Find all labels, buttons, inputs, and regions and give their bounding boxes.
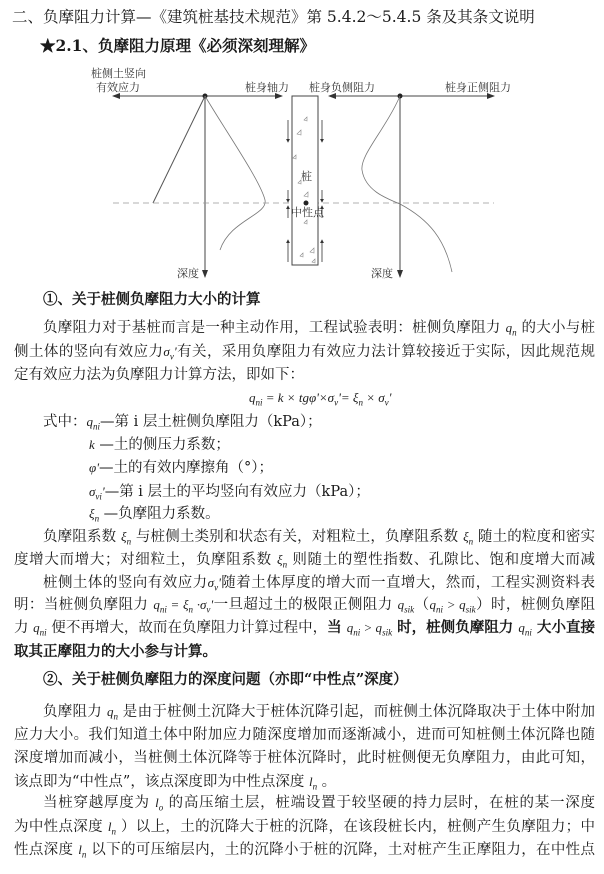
math-base: q: [346, 620, 354, 635]
text-run: 便不再增大，故而在负摩阻力计算过程中，: [46, 620, 328, 636]
math-base: l: [308, 774, 313, 789]
math-symbol: [163, 344, 177, 362]
text-line: [43, 572, 595, 594]
text-run: 力: [14, 620, 34, 636]
subsection-heading: ★2.1、负摩阻力原理《必须深刻理解》: [40, 36, 315, 55]
side-friction-curve: [362, 96, 452, 272]
text-run: 侧土体的竖向有效应力: [14, 344, 164, 360]
math-symbol: [463, 529, 474, 547]
text-run: 与桩侧土类别和状态有关，对粗粒土，负摩阻系数: [131, 529, 464, 545]
text-line: [43, 526, 595, 548]
math-subscript: v: [169, 351, 174, 362]
text-run: 应力大小。我们知道土体中附加应力随深度增加而逐渐减小，进而可知桩侧土体沉降也随: [14, 727, 595, 743]
text-run: —土的侧压力系数；: [94, 437, 230, 453]
text-line: [89, 503, 220, 525]
label-soil-stress-2: 有效应力: [96, 81, 140, 94]
text-run: 度增大而增大；对细粒土，负摩阻系数: [14, 552, 278, 568]
math-subscript: ni: [436, 604, 444, 615]
text-line: [43, 792, 595, 814]
text-run: 负摩阻力对于基桩而言是一种主动作用，工程试验表明：桩侧负摩阻力: [43, 320, 506, 336]
math-base: q: [33, 620, 40, 635]
math-subscript: n: [358, 397, 363, 408]
math-base: q: [429, 597, 437, 612]
math-base: q: [86, 414, 93, 429]
text-run: —负摩阻力系数。: [99, 506, 220, 522]
left-axes: [113, 94, 282, 278]
math-symbol: [263, 390, 335, 405]
math-base: l: [155, 795, 159, 810]
text-line: [14, 839, 595, 861]
label-negative-friction: 桩身负侧阻力: [309, 81, 375, 94]
label-soil-stress-1: 桩侧土竖向: [91, 67, 146, 80]
text-run: 随着土体厚度的增大而一直增大，然而，工程实测资料表: [220, 575, 595, 591]
text-run: 大小直接: [531, 619, 595, 636]
math-subscript: n: [468, 536, 474, 547]
text-line: [43, 317, 595, 339]
math-symbol: [346, 620, 361, 638]
math-base: ξ: [463, 529, 469, 544]
label-pile: 桩: [301, 170, 312, 183]
text-run: 的高压缩土层，桩端设置于较坚硬的持力层时，在桩的某一深度: [168, 795, 595, 811]
text-line: [43, 411, 322, 433]
label-neutral-point: 中性点: [291, 206, 324, 219]
math-subscript: n: [94, 513, 100, 524]
math-base: × σ: [362, 390, 385, 405]
math-symbol: [389, 390, 392, 405]
text-run: 。: [317, 774, 337, 790]
text-line: [14, 594, 595, 616]
text-run: 定有效应力法为负摩阻力计算方法，即如下：: [14, 367, 304, 383]
text-run: 是由于桩侧土沉降大于桩体沉降引起，而桩侧土体沉降取决于土体中附加: [117, 704, 595, 720]
math-subscript: n: [81, 849, 87, 860]
math-base: q: [505, 320, 513, 335]
math-symbol: [107, 819, 117, 837]
text-run: 取其正摩阻力的大小参与计算。: [14, 643, 217, 660]
text-line: [14, 816, 595, 838]
math-base: = k × tgφ'×σ: [262, 390, 335, 405]
math-base: l: [107, 819, 112, 834]
negative-friction-diagram: [0, 60, 604, 285]
math-subscript: n: [126, 536, 132, 547]
math-symbol: [86, 414, 101, 432]
text-run: —第 i 层土的平均竖向有效应力（kPa）；: [104, 484, 370, 500]
math-subscript: o: [158, 802, 164, 813]
math-symbol: [429, 597, 444, 615]
label-positive-friction: 桩身正侧阻力: [445, 81, 511, 94]
math-symbol: [249, 390, 263, 408]
text-run: 随土的粒度和密实: [473, 529, 595, 545]
math-subscript: n: [111, 826, 117, 837]
math-base: > q: [360, 620, 383, 635]
text-run: 有关，采用负摩阻力有效应力法计算较接近于实际，因此规范规: [176, 344, 595, 360]
text-line: [89, 434, 230, 456]
math-symbol: [33, 620, 47, 638]
text-run: 则随土的塑性指数、孔隙比、饱和度增大而减: [292, 552, 595, 568]
text-line: [89, 457, 273, 479]
math-subscript: n: [512, 327, 517, 338]
text-run: ①、关于桩侧负摩阻力大小的计算: [43, 291, 261, 308]
section-heading: 二、负摩阻力计算—《建筑桩基技术规范》第 5.4.2～5.4.5 条及其条文说明: [12, 8, 535, 26]
math-subscript: v: [384, 397, 389, 408]
math-subscript: v: [334, 397, 339, 408]
math-symbol: [338, 390, 358, 405]
math-base: = ξ: [166, 597, 189, 612]
text-run: 为中性点深度: [14, 819, 108, 835]
text-run: ）以上，土的沉降大于桩的沉降，在该段桩长内，桩侧产生负摩阻力；中: [116, 819, 595, 835]
math-base: φ': [89, 460, 99, 475]
text-line: [14, 724, 595, 746]
math-symbol: [363, 390, 385, 405]
math-subscript: n: [282, 559, 288, 570]
text-line: [14, 747, 595, 769]
math-base: ·σ: [193, 597, 207, 612]
math-symbol: [207, 575, 221, 593]
text-line: [14, 341, 595, 363]
math-subscript: ni: [39, 627, 47, 638]
math-subscript: n: [312, 781, 318, 792]
math-base: σ: [163, 344, 170, 359]
section-subheading: [43, 289, 261, 311]
right-axes: [329, 94, 494, 278]
text-run: 负摩阻系数: [43, 529, 122, 545]
math-base: q: [106, 704, 114, 719]
label-axial-force: 桩身轴力: [245, 81, 289, 94]
math-base: q: [249, 390, 256, 405]
text-run: 以下的可压缩层内，土的沉降小于桩的沉降，土对桩产生正摩阻力，在中性点: [86, 842, 595, 858]
formula: [249, 387, 391, 409]
math-base: k: [89, 437, 95, 452]
text-run: 式中：: [43, 414, 87, 430]
text-line: [43, 701, 595, 723]
math-symbol: [89, 506, 100, 524]
text-run: 深度增加而减小，当桩侧土体沉降等于桩体沉降时，此时桩侧便无负摩阻力，由此可知，: [14, 750, 595, 766]
text-run: 时，桩侧负摩阻力: [392, 619, 519, 636]
math-base: '= ξ: [338, 390, 359, 405]
math-symbol: [308, 774, 318, 792]
math-base: > q: [443, 597, 466, 612]
math-prime: ': [173, 344, 177, 359]
math-symbol: [89, 484, 105, 502]
label-depth-left: 深度: [177, 267, 199, 280]
math-base: ξ: [121, 529, 127, 544]
text-run: 当: [327, 619, 347, 636]
text-line: [14, 549, 595, 571]
math-prime: ': [218, 575, 221, 590]
math-subscript: sik: [404, 604, 415, 615]
math-subscript: v: [206, 604, 211, 615]
text-run: 的大小与桩: [516, 320, 595, 336]
text-line: [14, 641, 217, 663]
math-subscript: ni: [524, 627, 532, 638]
math-subscript: ni: [255, 397, 263, 408]
text-run: ）时，桩侧负摩阻: [475, 597, 595, 613]
math-base: l: [78, 842, 82, 857]
text-run: 桩侧土体的竖向有效应力: [43, 575, 208, 591]
text-run: 明：当桩侧负摩阻力: [14, 597, 154, 613]
text-run: 一旦超过土的极限正侧阻力: [213, 597, 398, 613]
axial-force-curve: [205, 96, 265, 250]
math-base: ': [388, 390, 392, 405]
math-symbol: [277, 552, 288, 570]
math-base: q: [153, 597, 160, 612]
text-line: [89, 481, 370, 503]
math-symbol: [360, 620, 393, 638]
math-subscript: sik: [465, 604, 476, 615]
math-symbol: [167, 597, 189, 612]
text-run: 性点深度: [14, 842, 79, 858]
math-subscript: n: [113, 711, 118, 722]
text-run: —第 i 层土桩侧负摩阻力（kPa）；: [100, 414, 322, 430]
text-run: （: [414, 597, 430, 613]
math-base: ξ: [277, 552, 283, 567]
section-subheading: [43, 669, 408, 691]
math-symbol: [89, 460, 99, 475]
math-subscript: ni: [159, 604, 167, 615]
effective-stress-line: [153, 96, 205, 203]
text-run: 负摩阻力: [43, 704, 107, 720]
text-run: 当桩穿越厚度为: [43, 795, 156, 811]
math-symbol: [397, 597, 415, 615]
math-symbol: [443, 597, 476, 615]
math-subscript: sik: [382, 627, 393, 638]
math-symbol: [121, 529, 132, 547]
math-base: ξ: [89, 506, 95, 521]
text-line: [14, 364, 304, 386]
label-depth-right: 深度: [371, 267, 393, 280]
math-base: σ: [207, 575, 215, 590]
math-symbol: [505, 320, 517, 338]
math-subscript: v: [214, 582, 219, 593]
math-subscript: ni: [353, 627, 361, 638]
math-symbol: [193, 597, 206, 612]
math-symbol: [518, 620, 532, 638]
math-symbol: [106, 704, 118, 722]
text-line: [14, 617, 595, 639]
text-run: 该点即为“中性点”，该点深度即为中性点深度: [14, 774, 309, 790]
math-base: σ: [89, 484, 96, 499]
math-base: ': [210, 597, 214, 612]
math-prime: ': [101, 484, 105, 499]
math-subscript: n: [188, 604, 194, 615]
math-subscript: vi: [95, 491, 102, 502]
math-base: q: [518, 620, 525, 635]
math-base: q: [397, 597, 405, 612]
math-symbol: [153, 597, 167, 615]
text-line: [14, 771, 336, 793]
text-run: ②、关于桩侧负摩阻力的深度问题（亦即“中性点”深度）: [43, 671, 408, 688]
text-run: —土的有效内摩擦角（°）；: [98, 460, 273, 476]
neutral-point-dot: [304, 201, 309, 206]
math-subscript: ni: [93, 421, 101, 432]
